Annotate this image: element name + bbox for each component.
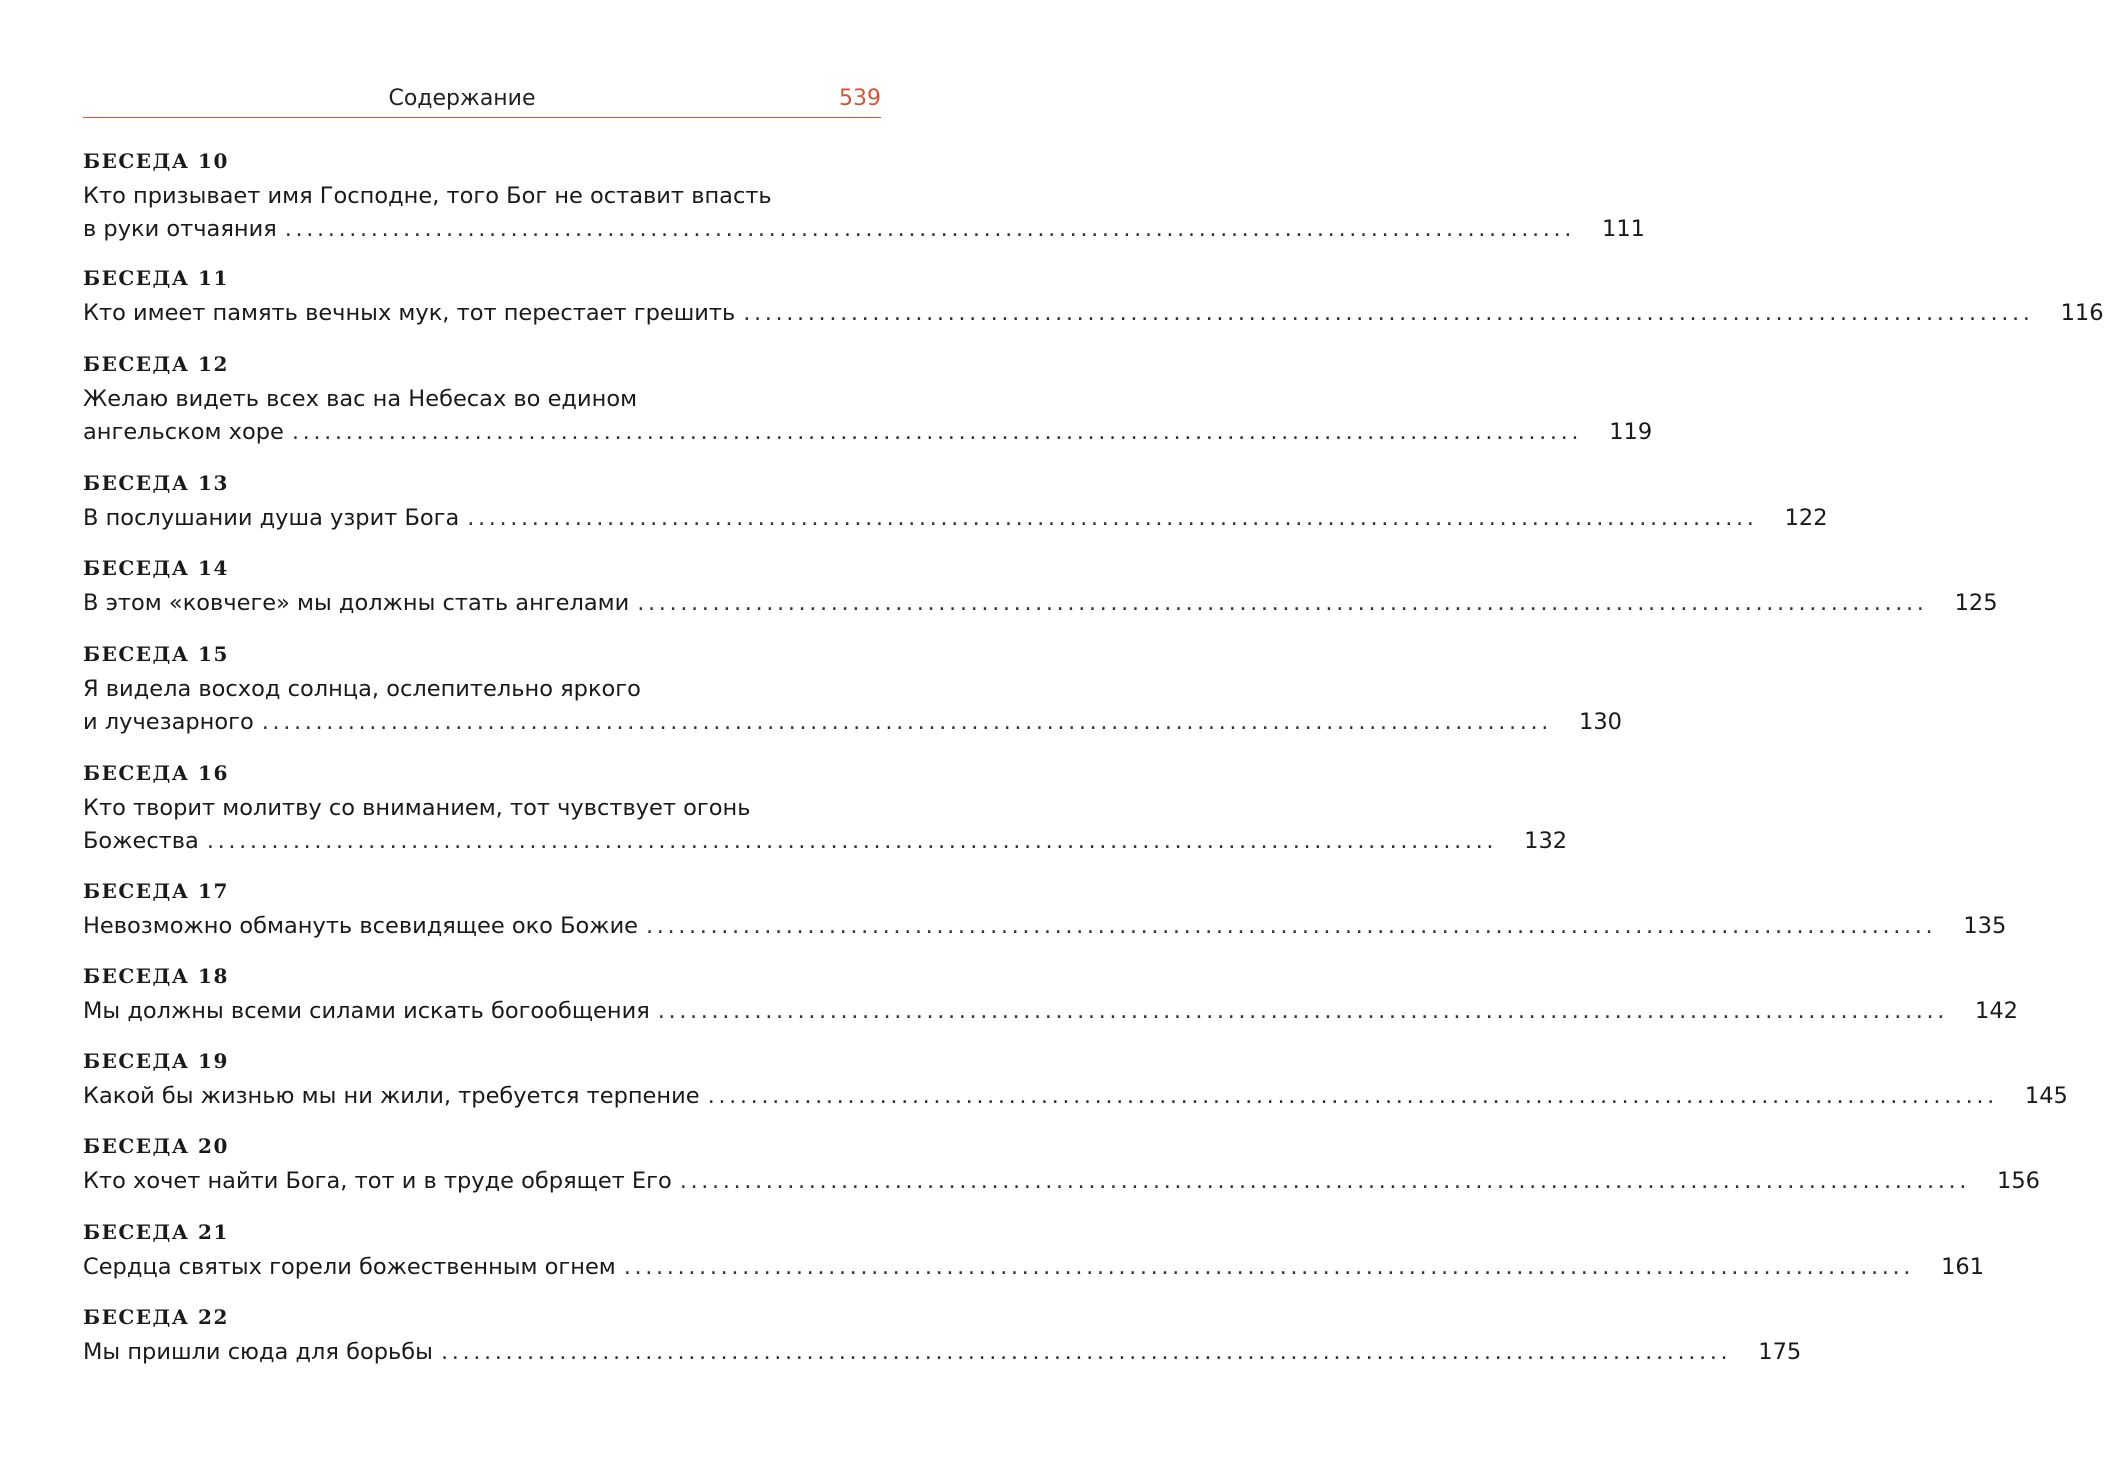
dot-leader: ........................................................................................................................ — [467, 505, 1758, 531]
toc-entry — [83, 878, 2007, 941]
dot-leader: ........................................................................................................................ — [291, 419, 1583, 445]
toc-entry-title-text: Божества — [83, 828, 199, 854]
toc-entry-label: БЕСЕДА 18 — [83, 964, 229, 988]
toc-entry — [83, 265, 2104, 328]
running-head — [83, 84, 881, 118]
dot-leader: ........................................................................................................................ — [707, 1083, 1998, 1109]
toc-entry-title-last-line — [83, 707, 1622, 737]
toc-entry-page-number: 122 — [1784, 505, 1828, 531]
toc-entry-label: БЕСЕДА 11 — [83, 266, 229, 290]
toc-entry-title-text: В этом «ковчеге» мы должны стать ангелами — [83, 590, 630, 616]
toc-entry-title-text: Кто хочет найти Бога, тот и в труде обрящет Его — [83, 1168, 672, 1194]
toc-entry-label: БЕСЕДА 13 — [83, 471, 229, 495]
toc-entry — [83, 1304, 1802, 1367]
toc-entry-page-number: 156 — [1997, 1168, 2040, 1194]
toc-entry-title-text: в руки отчаяния — [83, 216, 277, 242]
toc-entry-label: БЕСЕДА 12 — [83, 352, 229, 376]
toc-entry — [83, 1048, 2068, 1111]
toc-entry — [83, 1133, 2040, 1196]
page-number: 539 — [839, 86, 881, 111]
toc-entry-title-text: Какой бы жизнью мы ни жили, требуется терпение — [83, 1083, 700, 1109]
toc-entry-title-last-line — [83, 1252, 1985, 1282]
toc-entry-label: БЕСЕДА 16 — [83, 761, 229, 785]
dot-leader: ........................................................................................................................ — [440, 1339, 1732, 1365]
toc-entry-label: БЕСЕДА 17 — [83, 879, 229, 903]
toc-entry-page-number: 119 — [1609, 419, 1653, 445]
dot-leader: ........................................................................................................................ — [206, 828, 1498, 854]
toc-entry-title-text: Мы пришли сюда для борьбы — [83, 1339, 433, 1365]
dot-leader: ........................................................................................................................ — [637, 590, 1928, 616]
toc-entry — [83, 555, 1998, 618]
dot-leader: ........................................................................................................................ — [646, 913, 1937, 939]
dot-leader: ........................................................................................................................ — [284, 216, 1575, 242]
toc-entry — [83, 148, 1645, 244]
dot-leader: ........................................................................................................................ — [743, 300, 2034, 326]
toc-entry-title-text: Невозможно обмануть всевидящее око Божие — [83, 913, 639, 939]
dot-leader: ........................................................................................................................ — [623, 1254, 1915, 1280]
toc-entry-page-number: 130 — [1579, 709, 1622, 735]
toc-entry-label: БЕСЕДА 22 — [83, 1305, 229, 1329]
toc-entry-title-last-line — [83, 1337, 1802, 1367]
dot-leader: ........................................................................................................................ — [679, 1168, 1970, 1194]
toc-entry — [83, 470, 1828, 533]
toc-entry-title-last-line — [83, 1166, 2040, 1196]
toc-entry — [83, 963, 2018, 1026]
toc-entry-title-text: Сердца святых горели божественным огнем — [83, 1254, 616, 1280]
toc-entry-title-text: Кто имеет память вечных мук, тот перестает грешить — [83, 300, 736, 326]
toc-entry-title-last-line — [83, 417, 1653, 447]
toc-entry — [83, 641, 1622, 737]
toc-entry — [83, 760, 1568, 856]
toc-entry-title-text: ангельском хоре — [83, 419, 284, 445]
toc-entry-title-text: и лучезарного — [83, 709, 254, 735]
toc-entry-title-last-line — [83, 214, 1645, 244]
toc-entry-title-text: Мы должны всеми силами искать богообщения — [83, 998, 650, 1024]
toc-entry-label: БЕСЕДА 15 — [83, 642, 229, 666]
toc-entry — [83, 351, 1653, 447]
toc-entry-title-line: Я видела восход солнца, ослепительно яркого — [83, 676, 641, 702]
toc-entry-title-text: В послушании душа узрит Бога — [83, 505, 460, 531]
book-page — [83, 0, 2104, 1467]
toc-entry-page-number: 135 — [1963, 913, 2007, 939]
toc-entry-page-number: 116 — [2060, 300, 2104, 326]
toc-entry-label: БЕСЕДА 19 — [83, 1049, 229, 1073]
toc-entry-title-last-line — [83, 503, 1828, 533]
toc-entry-title-last-line — [83, 911, 2007, 941]
toc-entry-title-last-line — [83, 588, 1998, 618]
toc-entry-title-last-line — [83, 826, 1568, 856]
toc-entry-page-number: 175 — [1758, 1339, 1802, 1365]
toc-entry-title-last-line — [83, 1081, 2068, 1111]
header-rule — [83, 117, 881, 118]
toc-entry-label: БЕСЕДА 21 — [83, 1220, 229, 1244]
toc-entry-page-number: 142 — [1975, 998, 2018, 1024]
toc-entry-page-number: 145 — [2024, 1083, 2068, 1109]
toc-entry-label: БЕСЕДА 10 — [83, 149, 229, 173]
dot-leader: ........................................................................................................................ — [261, 709, 1552, 735]
toc-entry-page-number: 125 — [1954, 590, 1998, 616]
toc-entry-title-line: Кто призывает имя Господне, того Бог не оставит впасть — [83, 183, 772, 209]
dot-leader: ........................................................................................................................ — [657, 998, 1948, 1024]
toc-entry-title-last-line — [83, 996, 2018, 1026]
toc-entry — [83, 1219, 1985, 1282]
toc-entry-label: БЕСЕДА 14 — [83, 556, 229, 580]
toc-entry-title-last-line — [83, 298, 2104, 328]
toc-entry-title-line: Желаю видеть всех вас на Небесах во едином — [83, 386, 638, 412]
toc-entry-label: БЕСЕДА 20 — [83, 1134, 229, 1158]
toc-entry-title-line: Кто творит молитву со вниманием, тот чувствует огонь — [83, 795, 751, 821]
toc-entry-page-number: 111 — [1602, 216, 1645, 242]
page-title: Содержание — [388, 86, 536, 111]
toc-entry-page-number: 161 — [1941, 1254, 1985, 1280]
toc-entry-page-number: 132 — [1524, 828, 1568, 854]
